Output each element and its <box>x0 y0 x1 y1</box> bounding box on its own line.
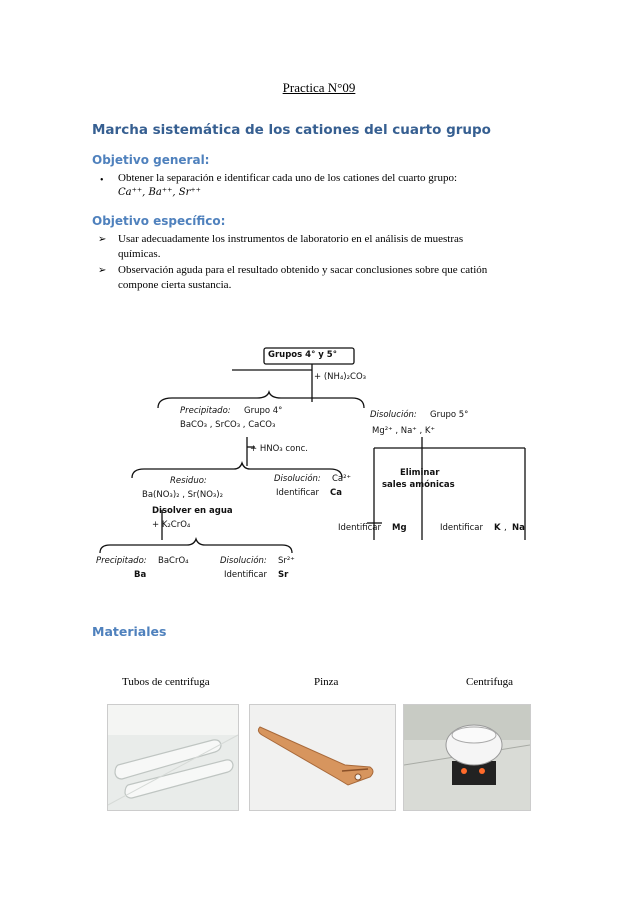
precipitate-compounds: BaCO₃ , SrCO₃ , CaCO₃ <box>180 420 276 430</box>
identify-sr: Sr <box>278 570 289 580</box>
material-label-tubos: Tubos de centrifuga <box>122 676 210 688</box>
solution-group: Grupo 5° <box>430 410 469 420</box>
materiales-heading: Materiales <box>92 624 167 639</box>
objetivo-item-2-line1: Observación aguda para el resultado obtenido y sacar conclusiones sobre que catión <box>118 264 488 276</box>
objetivo-item-1-line2: químicas. <box>118 248 161 260</box>
objetivo-general-heading: Objetivo general: <box>92 153 210 167</box>
identify-label: Identificar <box>276 488 319 498</box>
objetivo-item-1-line1: Usar adecuadamente los instrumentos de laboratorio en el análisis de muestras <box>118 233 464 245</box>
identify-ba: Ba <box>134 570 147 580</box>
diagram-root: Grupos 4° y 5° <box>268 350 337 360</box>
cation-formula: Ca⁺⁺, Ba⁺⁺, Sr⁺⁺ <box>118 187 201 198</box>
residue-label: Residuo: <box>170 476 207 486</box>
reagent-ammonium-carbonate: + (NH₄)₂CO₃ <box>314 372 367 382</box>
precipitate3-compound: BaCrO₄ <box>158 556 189 566</box>
bullet-dot: • <box>100 175 104 186</box>
page-title: Practica N°09 <box>282 80 356 95</box>
material-label-pinza: Pinza <box>314 676 339 688</box>
identify-label: Identificar <box>338 523 381 533</box>
material-label-centrifuga: Centrifuga <box>466 676 514 688</box>
identify-k: K <box>494 523 501 533</box>
identify-mg: Mg <box>392 523 407 533</box>
identify-ca: Ca <box>330 488 342 498</box>
precipitate-label: Precipitado: <box>180 406 231 416</box>
solution3-ion: Sr²⁺ <box>278 556 295 566</box>
arrow-bullet-icon: ➢ <box>98 265 107 276</box>
arrow-bullet-icon: ➢ <box>98 234 107 245</box>
precipitate3-label: Precipitado: <box>96 556 147 566</box>
objetivo-general-text: Obtener la separación e identificar cada uno de los cationes del cuarto grupo: <box>118 172 458 184</box>
objetivo-especifico-heading: Objetivo específico: <box>92 214 226 228</box>
precipitate-group: Grupo 4° <box>244 406 283 416</box>
dissolve-water: Disolver en agua <box>152 506 233 516</box>
objetivo-item-2-line2: compone cierta sustancia. <box>118 279 232 291</box>
photo-centrifuge <box>404 705 530 810</box>
reagent-nitric-acid: + HNO₃ conc. <box>250 444 309 454</box>
photo-centrifuge-tubes <box>108 705 238 810</box>
residue-compounds: Ba(NO₃)₂ , Sr(NO₃)₂ <box>142 490 224 500</box>
identify-label: Identificar <box>224 570 267 580</box>
solution-label: Disolución: <box>370 410 417 420</box>
identify-label: Identificar <box>440 523 483 533</box>
eliminate-line1: Eliminar <box>400 468 440 478</box>
solution3-label: Disolución: <box>220 556 267 566</box>
solution-ions: Mg²⁺ , Na⁺ , K⁺ <box>372 426 435 436</box>
eliminate-line2: sales amónicas <box>382 480 455 490</box>
photo-tongs <box>250 705 395 810</box>
reagent-potassium-chromate: + K₂CrO₄ <box>152 520 191 530</box>
solution2-ion: Ca²⁺ <box>332 474 352 484</box>
separation-diagram: Grupos 4° y 5° + (NH₄)₂CO₃ Precipitado: Grupo 4° BaCO₃ , SrCO₃ , CaCO₃ Disolución: Grupo 5° Mg²⁺ , Na⁺ , K⁺ + HNO₃ conc. Residuo: Ba(NO₃)₂ , Sr(NO₃)₂ Disolución: Ca²⁺ Identificar Ca Eliminar sales amónicas Disolver en agua + K₂CrO₄ Identificar Mg Identificar K , Na Precipitado: BaCrO₄ Ba Disolución: Sr²⁺ Identificar Sr <box>92 340 542 590</box>
solution2-label: Disolución: <box>274 474 321 484</box>
identify-na: Na <box>512 523 525 533</box>
main-heading: Marcha sistemática de los cationes del cuarto grupo <box>92 122 491 138</box>
